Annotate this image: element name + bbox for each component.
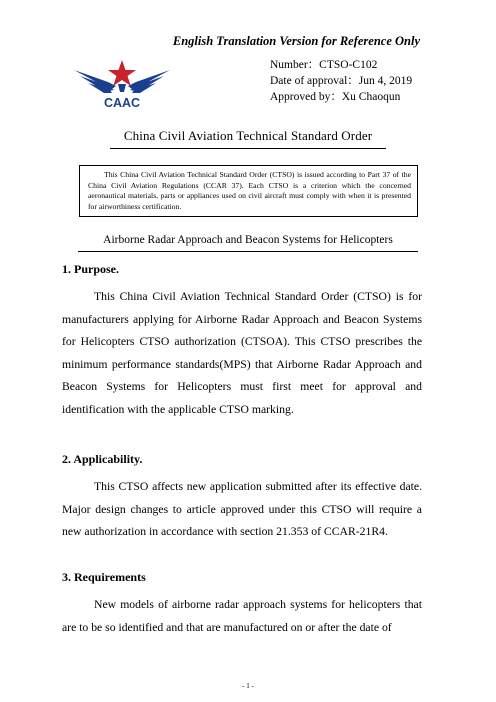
caac-logo-text: CAAC — [103, 96, 141, 110]
reference-only-note: English Translation Version for Reference Only — [172, 34, 420, 48]
section-body-applicability: This CTSO affects new application submitted after its effective date. Major design changes to article approved under this CTSO will require a new authorization in accordance with section 21.353 of CCAR-21R4. — [62, 480, 422, 539]
section-body-purpose: This China Civil Aviation Technical Standard Order (CTSO) is for manufacturers applying for Airborne Radar Approach and Beacon Systems for Helicopters CTSO authorization (CTSOA). This CTSO prescribes the minimum performance standards(MPS) that Airborne Radar Approach and Beacon Systems for Helicopters must first meet for approval and identification with the applicable CTSO marking. — [62, 290, 422, 416]
caac-logo — [72, 56, 172, 110]
caac-winged-star-logo-icon — [72, 56, 172, 110]
subject-underline — [78, 251, 418, 252]
title-underline — [110, 148, 386, 149]
section-heading-applicability: 2. Applicability. — [62, 452, 143, 466]
approval-date: Date of approval：Jun 4, 2019 — [270, 75, 413, 87]
section-body-requirements: New models of airborne radar approach systems for helicopters that are to be so identified and that are manufactured on or after the date of — [62, 598, 422, 634]
section-heading-requirements: 3. Requirements — [62, 570, 146, 584]
page-number: - 1 - — [242, 682, 254, 690]
issuance-notice-box: This China Civil Aviation Technical Standard Order (CTSO) is issued according to Part 37 of the China Civil Aviation Regulations (CCAR 37). Each CTSO is a criterion which the concerned aeronautical materials, parts or appliances used on civil aircraft must comply with when it is presented for airworthiness certification. — [79, 165, 418, 217]
document-subject: Airborne Radar Approach and Beacon Systems for Helicopters — [103, 234, 393, 246]
document-number: Number：CTSO-C102 — [270, 59, 378, 71]
order-title: China Civil Aviation Technical Standard Order — [123, 128, 373, 143]
approved-by: Approved by：Xu Chaoqun — [270, 91, 401, 103]
section-heading-purpose: 1. Purpose. — [62, 262, 119, 276]
document-meta — [270, 57, 412, 105]
